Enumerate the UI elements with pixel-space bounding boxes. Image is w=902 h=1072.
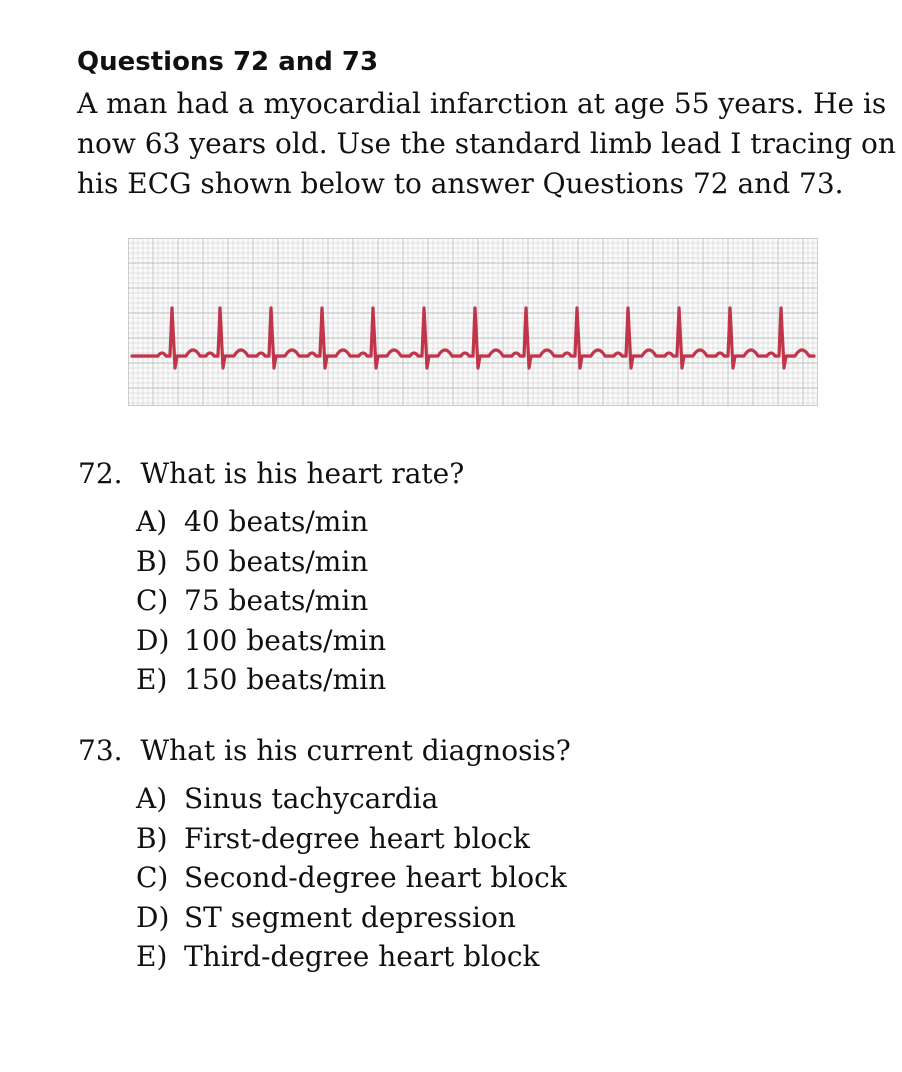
option-text: 150 beats/min <box>184 663 387 696</box>
answer-option <box>136 779 571 819</box>
option-letter: A) <box>136 505 168 538</box>
question-text: 72. What is his heart rate? <box>78 457 465 490</box>
intro-line: his ECG shown below to answer Questions 72 and 73. <box>77 167 844 200</box>
option-text: 40 beats/min <box>184 505 369 538</box>
option-text: 50 beats/min <box>184 544 369 578</box>
option-letter: C) <box>136 584 169 617</box>
intro-line: now 63 years old. Use the standard limb lead I tracing on <box>77 127 896 160</box>
option-letter: D) <box>136 623 170 657</box>
option-text: 75 beats/min <box>184 584 369 617</box>
answer-option <box>136 660 464 700</box>
question-72 <box>78 456 464 700</box>
answer-option <box>136 581 464 621</box>
answer-option <box>136 621 464 661</box>
option-letter: B) <box>136 821 168 855</box>
question-73 <box>78 733 571 977</box>
option-text: 100 beats/min <box>184 623 387 657</box>
answer-option <box>136 937 571 977</box>
question-intro <box>77 84 896 204</box>
answer-option <box>136 819 571 859</box>
option-letter: E) <box>136 940 168 973</box>
option-text: First-degree heart block <box>184 821 530 855</box>
option-letter: E) <box>136 663 168 696</box>
section-heading: Questions 72 and 73 <box>77 47 379 77</box>
option-letter: B) <box>136 544 168 578</box>
ecg-lead-i-tracing <box>128 238 818 406</box>
option-text: ST segment depression <box>184 900 516 934</box>
answer-option <box>136 502 464 542</box>
answer-option <box>136 542 464 582</box>
question-text: 73. What is his current diagnosis? <box>78 734 571 767</box>
answer-option <box>136 898 571 938</box>
option-letter: C) <box>136 861 169 894</box>
option-text: Second-degree heart block <box>184 861 567 894</box>
option-letter: D) <box>136 900 170 934</box>
option-text: Sinus tachycardia <box>184 782 439 815</box>
option-text: Third-degree heart block <box>184 940 540 973</box>
intro-line: A man had a myocardial infarction at age 55 years. He is <box>77 87 887 120</box>
answer-options <box>78 502 464 700</box>
answer-options <box>78 779 571 977</box>
option-letter: A) <box>136 782 168 815</box>
answer-option <box>136 858 571 898</box>
